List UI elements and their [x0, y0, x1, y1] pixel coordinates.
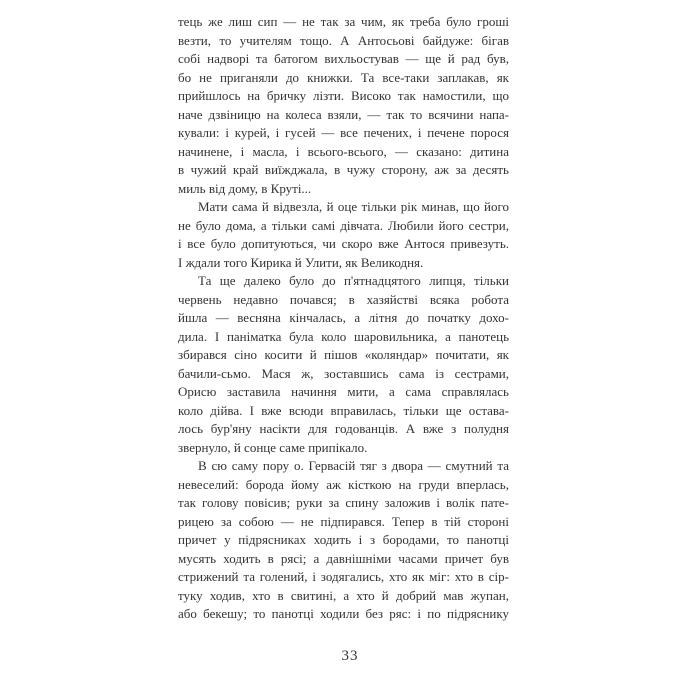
text-line: в чужий край виїжджала, в чужу сторону, аж за десять: [178, 162, 509, 177]
text-line: дила. І паніматка була коло шаровильника, а панотець: [178, 328, 509, 344]
paragraph: [178, 272, 509, 457]
body-text: [178, 13, 509, 624]
text-line: коло дійва. І вже всюди вправилась, тільки ще остава-: [178, 402, 509, 418]
text-line: бачили-сьмо. Мася ж, зоставшись сама із сестрами,: [178, 365, 509, 381]
text-line: невеселий: борода йому аж кісткою на груди вперлась,: [178, 476, 509, 492]
paragraph: [178, 198, 509, 272]
text-line: собі надворі та батогом вихльостував — ще й рад був,: [178, 51, 509, 66]
text-line: стрижений та голений, і зодягались, хто як міг: хто в сір-: [178, 569, 509, 584]
text-line: лось бур'яну насікти для годованців. А вже з полудня: [178, 421, 509, 436]
text-line: тець же лиш сип — не так за чим, як треба було гроші: [178, 14, 509, 29]
text-line: причет у підрясниках ходить і з бородами, то панотці: [178, 532, 509, 547]
text-line: Та ще далеко було до п'ятнадцятого липця, тільки: [198, 273, 509, 288]
text-line: збирався сіно косити й пішов «коляндар» почитати, як: [178, 347, 509, 362]
paragraph: [178, 457, 509, 624]
text-line: так голову повісив; руки за спину заложив і волік пате-: [178, 495, 509, 510]
text-line: йшла — весняна кінчалась, а літня до початку дохо-: [178, 310, 509, 325]
text-line: Мати сама й відвезла, й оце тільки рік минав, що його: [198, 199, 509, 214]
text-line: наче дзвіницю на колеса взяли, — так то всячини напа-: [178, 106, 509, 122]
paragraph: [178, 13, 509, 198]
text-line: бо не приганяли до книжки. Та все-таки заплакав, як: [178, 69, 509, 85]
text-line: В сю саму пору о. Гервасій тяг з двора — смутний та: [198, 458, 509, 473]
text-line: прийшлось на бричку лізти. Високо так намостили, що: [178, 88, 509, 103]
text-line: рицею за собою — не підпирався. Тепер в тій стороні: [178, 513, 509, 529]
text-line: мусять ходить в рясі; а давнішніми часами причет був: [178, 550, 509, 566]
text-line: миль від дому, в Круті...: [178, 180, 312, 196]
text-line: або бекешу; то панотці ходили без ряс: і по підряснику: [178, 606, 509, 621]
text-line: везти, то учителям тощо. А Антосьові байдуже: бігав: [178, 32, 509, 48]
text-line: і все було допитуються, чи скоро вже Антося привезуть.: [178, 236, 509, 251]
text-line: І ждали того Кирика й Улити, як Великодня.: [178, 254, 424, 270]
text-line: звернуло, й сонце саме припікало.: [178, 439, 368, 455]
page-number: 33: [341, 648, 359, 664]
text-line: кували: і курей, і гусей — все печених, і печене порося: [178, 125, 509, 140]
text-line: Орисю заставила начиння мити, а сама справлялась: [178, 384, 509, 399]
text-line: червень недавно почався; в хазяйстві всяка робота: [178, 291, 509, 307]
text-line: начинене, і масла, і всього-всього, — сказано: дитина: [178, 143, 509, 159]
text-line: не було дома, а тільки самі дівчата. Любили його сестри,: [178, 217, 509, 233]
text-line: туку ходив, хто в свитині, а хто й добрий мав жупан,: [178, 587, 509, 603]
